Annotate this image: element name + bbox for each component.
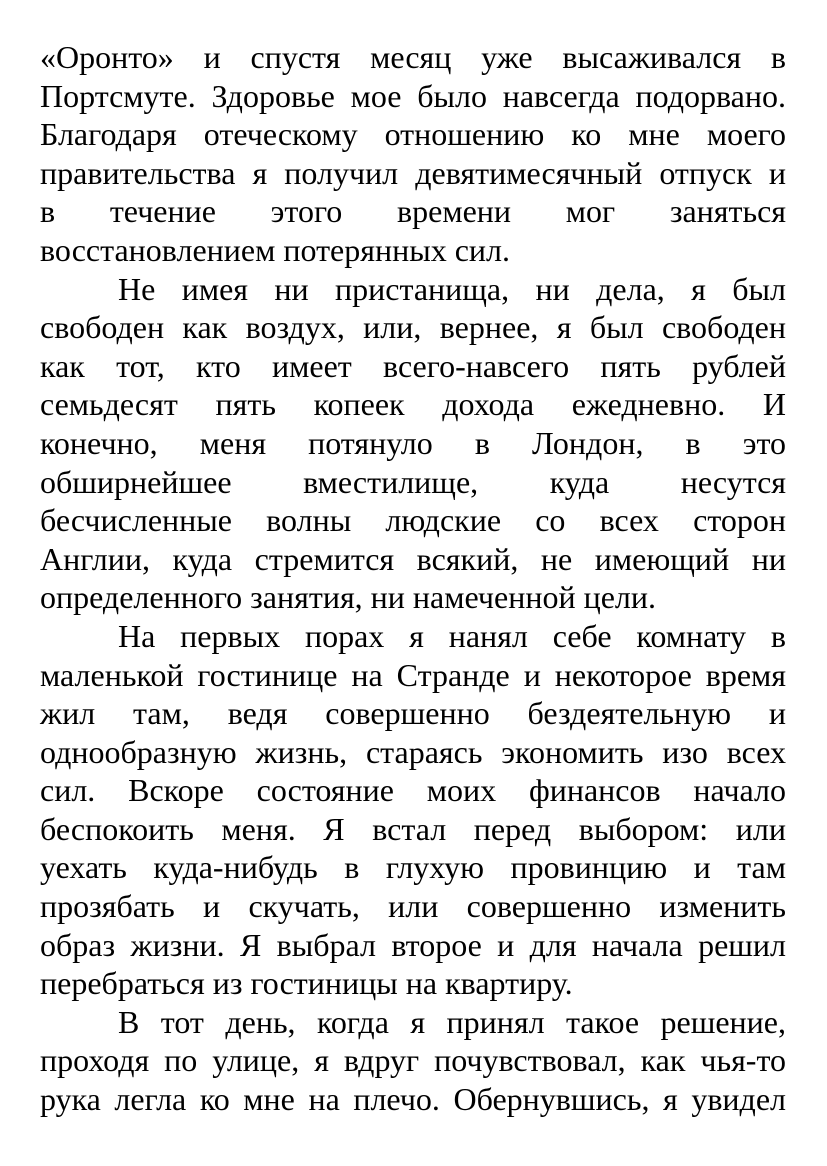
paragraph (40, 1003, 786, 1119)
text-line: как тот, кто имеет всего-навсего пять рублей (40, 347, 786, 384)
text-line: Благодаря отеческому отношению ко мне моего (40, 116, 786, 153)
text-line: В тот день, когда я принял такое решение, (118, 1003, 786, 1040)
text-line: в течение этого времени мог заняться (40, 193, 786, 230)
text-line: «Оронто» и спустя месяц уже высаживался в (40, 39, 786, 75)
text-line: свободен как воздух, или, вернее, я был свободен (40, 309, 786, 346)
text-line: беспокоить меня. Я встал перед выбором: или (40, 810, 786, 847)
text-line: проходя по улице, я вдруг почувствовал, как чья-то (40, 1042, 786, 1079)
text-line: На первых порах я нанял себе комнату в (118, 617, 786, 654)
text-line: конечно, меня потянуло в Лондон, в это (40, 424, 786, 461)
text-line: перебраться из гостиницы на квартиру. (40, 965, 573, 1002)
body-text (40, 38, 786, 1119)
text-line: образ жизни. Я выбрал второе и для начала решил (40, 926, 786, 963)
text-line: сил. Вскоре состояние моих финансов начало (40, 772, 786, 809)
text-line: бесчисленные волны людские со всех сторон (40, 502, 786, 539)
text-line: правительства я получил девятимесячный отпуск и (40, 154, 786, 191)
text-line: маленькой гостинице на Странде и некоторое время (40, 656, 786, 693)
text-line: рука легла ко мне на плечо. Обернувшись, я увидел (40, 1081, 786, 1118)
text-line: прозябать и скучать, или совершенно изменить (40, 888, 786, 925)
paragraph (40, 617, 786, 1003)
text-line: уехать куда-нибудь в глухую провинцию и там (40, 849, 786, 886)
document-page (40, 38, 786, 1119)
text-line: восстановлением потерянных сил. (40, 231, 511, 268)
text-line: однообразную жизнь, стараясь экономить изо всех (40, 733, 786, 770)
text-line: Не имея ни пристанища, ни дела, я был (118, 270, 786, 307)
paragraph (40, 38, 786, 270)
text-line: жил там, ведя совершенно бездеятельную и (40, 695, 786, 732)
text-line: обширнейшее вместилище, куда несутся (40, 463, 786, 500)
paragraph (40, 270, 786, 617)
text-line: определенного занятия, ни намеченной цели. (40, 579, 656, 616)
text-line: Англии, куда стремится всякий, не имеющий ни (40, 540, 786, 577)
text-line: семьдесят пять копеек дохода ежедневно. И (40, 386, 786, 423)
text-line: Портсмуте. Здоровье мое было навсегда подорвано. (40, 77, 786, 114)
